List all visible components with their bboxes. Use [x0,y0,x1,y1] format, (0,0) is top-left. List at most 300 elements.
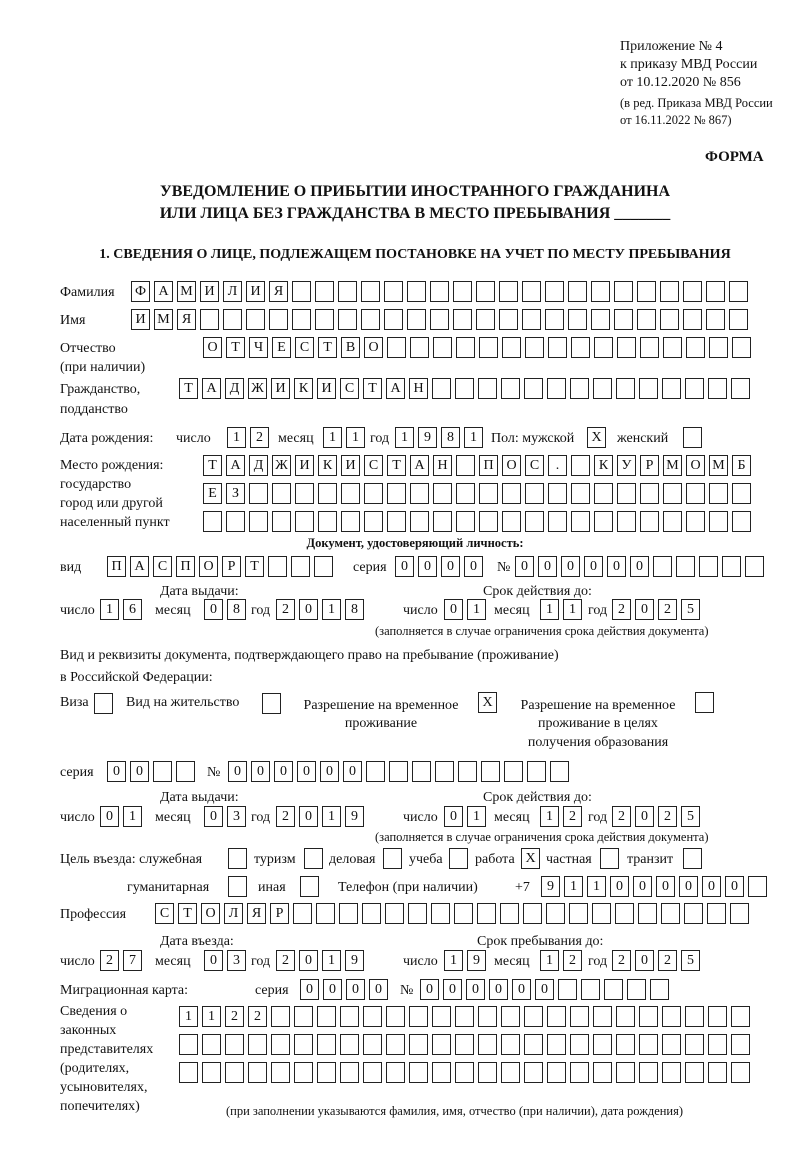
char-cell[interactable] [547,1006,566,1027]
char-cell[interactable] [685,1006,704,1027]
char-cell[interactable]: Т [226,337,245,358]
char-cell[interactable] [616,1034,635,1055]
char-cell[interactable]: 5 [681,950,700,971]
char-cell[interactable] [639,1062,658,1083]
char-cell[interactable] [571,455,590,476]
char-cell[interactable]: 0 [204,806,223,827]
char-cell[interactable]: С [364,455,383,476]
char-cell[interactable] [558,979,577,1000]
char-cell[interactable]: О [201,903,220,924]
char-cell[interactable] [478,378,497,399]
char-cell[interactable]: 9 [541,876,560,897]
char-cell[interactable]: В [341,337,360,358]
char-cell[interactable]: 0 [300,979,319,1000]
migration-number-field[interactable] [420,979,669,1000]
char-cell[interactable]: С [525,455,544,476]
char-cell[interactable] [663,511,682,532]
checkbox-cell[interactable] [300,876,319,897]
char-cell[interactable]: Я [177,309,196,330]
char-cell[interactable]: 1 [587,876,606,897]
char-cell[interactable] [548,337,567,358]
char-cell[interactable] [707,903,726,924]
checkbox-cell[interactable] [449,848,468,869]
char-cell[interactable] [593,378,612,399]
char-cell[interactable]: 0 [635,950,654,971]
char-cell[interactable] [340,1034,359,1055]
char-cell[interactable] [524,378,543,399]
char-cell[interactable] [709,483,728,504]
char-cell[interactable] [499,309,518,330]
char-cell[interactable]: 2 [658,806,677,827]
char-cell[interactable] [570,1034,589,1055]
char-cell[interactable]: О [199,556,218,577]
char-cell[interactable]: 7 [123,950,142,971]
char-cell[interactable] [386,1062,405,1083]
char-cell[interactable] [524,1062,543,1083]
char-cell[interactable] [571,337,590,358]
char-cell[interactable]: Б [732,455,751,476]
stay-until-month-field[interactable] [540,950,582,971]
char-cell[interactable]: О [686,455,705,476]
char-cell[interactable]: 2 [276,599,295,620]
char-cell[interactable] [708,1006,727,1027]
char-cell[interactable] [639,378,658,399]
char-cell[interactable] [407,309,426,330]
char-cell[interactable] [294,1062,313,1083]
char-cell[interactable] [617,483,636,504]
char-cell[interactable] [614,281,633,302]
char-cell[interactable] [706,281,725,302]
char-cell[interactable]: У [617,455,636,476]
char-cell[interactable] [548,511,567,532]
entry-day-field[interactable] [100,950,142,971]
char-cell[interactable] [341,483,360,504]
char-cell[interactable]: О [364,337,383,358]
char-cell[interactable] [268,556,287,577]
char-cell[interactable]: 0 [466,979,485,1000]
purpose-tourism-checkbox[interactable] [304,848,323,869]
char-cell[interactable]: 1 [202,1006,221,1027]
char-cell[interactable]: Т [363,378,382,399]
char-cell[interactable] [604,979,623,1000]
char-cell[interactable] [708,1034,727,1055]
char-cell[interactable] [525,337,544,358]
char-cell[interactable] [361,281,380,302]
char-cell[interactable]: 2 [563,806,582,827]
char-cell[interactable] [638,903,657,924]
char-cell[interactable] [292,281,311,302]
char-cell[interactable] [683,309,702,330]
char-cell[interactable]: 0 [512,979,531,1000]
char-cell[interactable]: М [663,455,682,476]
char-cell[interactable]: 9 [418,427,437,448]
char-cell[interactable] [547,378,566,399]
char-cell[interactable] [272,483,291,504]
char-cell[interactable] [408,903,427,924]
checkbox-cell[interactable] [228,876,247,897]
char-cell[interactable]: 0 [274,761,293,782]
char-cell[interactable] [504,761,523,782]
char-cell[interactable] [435,761,454,782]
char-cell[interactable]: А [226,455,245,476]
char-cell[interactable] [547,1034,566,1055]
char-cell[interactable] [616,1006,635,1027]
char-cell[interactable]: И [246,281,265,302]
char-cell[interactable] [292,309,311,330]
checkbox-cell[interactable] [94,693,113,714]
char-cell[interactable] [386,1034,405,1055]
char-cell[interactable] [387,337,406,358]
char-cell[interactable] [432,1062,451,1083]
char-cell[interactable]: 0 [100,806,119,827]
char-cell[interactable] [568,281,587,302]
char-cell[interactable]: М [154,309,173,330]
char-cell[interactable]: 6 [123,599,142,620]
char-cell[interactable]: 1 [467,599,486,620]
char-cell[interactable] [478,1006,497,1027]
char-cell[interactable] [617,337,636,358]
char-cell[interactable] [364,483,383,504]
char-cell[interactable] [730,903,749,924]
char-cell[interactable] [456,511,475,532]
char-cell[interactable] [550,761,569,782]
char-cell[interactable]: 2 [658,950,677,971]
char-cell[interactable] [455,1006,474,1027]
char-cell[interactable] [527,761,546,782]
stay-number-field[interactable] [228,761,569,782]
char-cell[interactable] [709,337,728,358]
char-cell[interactable] [732,337,751,358]
char-cell[interactable] [339,903,358,924]
char-cell[interactable] [248,1062,267,1083]
char-cell[interactable]: 1 [346,427,365,448]
char-cell[interactable]: 0 [535,979,554,1000]
char-cell[interactable]: 0 [130,761,149,782]
char-cell[interactable]: 9 [467,950,486,971]
char-cell[interactable]: А [154,281,173,302]
char-cell[interactable]: А [202,378,221,399]
char-cell[interactable] [223,309,242,330]
char-cell[interactable] [315,281,334,302]
char-cell[interactable]: И [317,378,336,399]
char-cell[interactable]: 0 [538,556,557,577]
char-cell[interactable]: 0 [204,599,223,620]
char-cell[interactable] [453,281,472,302]
char-cell[interactable] [179,1062,198,1083]
char-cell[interactable]: 0 [297,761,316,782]
char-cell[interactable]: 0 [607,556,626,577]
char-cell[interactable]: 2 [248,1006,267,1027]
char-cell[interactable] [153,761,172,782]
char-cell[interactable]: Е [203,483,222,504]
char-cell[interactable]: А [130,556,149,577]
char-cell[interactable] [363,1034,382,1055]
char-cell[interactable] [616,378,635,399]
char-cell[interactable] [661,903,680,924]
char-cell[interactable] [748,876,767,897]
char-cell[interactable] [455,1062,474,1083]
doc-series-field[interactable] [395,556,483,577]
char-cell[interactable]: 1 [322,950,341,971]
char-cell[interactable]: 2 [658,599,677,620]
char-cell[interactable]: 2 [612,599,631,620]
char-cell[interactable] [456,455,475,476]
char-cell[interactable] [389,761,408,782]
char-cell[interactable]: Т [178,903,197,924]
stay-valid-day-field[interactable] [444,806,486,827]
char-cell[interactable]: Т [387,455,406,476]
char-cell[interactable]: 8 [441,427,460,448]
char-cell[interactable]: С [340,378,359,399]
char-cell[interactable] [685,378,704,399]
char-cell[interactable]: 0 [346,979,365,1000]
char-cell[interactable] [479,511,498,532]
char-cell[interactable]: 0 [299,599,318,620]
char-cell[interactable] [291,556,310,577]
char-cell[interactable] [637,281,656,302]
char-cell[interactable] [501,378,520,399]
char-cell[interactable] [731,1006,750,1027]
stay-valid-year-field[interactable] [612,806,700,827]
doc-number-field[interactable] [515,556,764,577]
char-cell[interactable]: 0 [584,556,603,577]
char-cell[interactable] [662,1034,681,1055]
char-cell[interactable] [407,281,426,302]
char-cell[interactable]: 1 [444,950,463,971]
char-cell[interactable] [660,281,679,302]
char-cell[interactable] [660,309,679,330]
char-cell[interactable] [640,483,659,504]
purpose-other-checkbox[interactable] [300,876,319,897]
char-cell[interactable] [662,378,681,399]
valid-day-field[interactable] [444,599,486,620]
char-cell[interactable]: П [479,455,498,476]
char-cell[interactable]: Р [270,903,289,924]
char-cell[interactable] [615,903,634,924]
char-cell[interactable] [433,511,452,532]
char-cell[interactable] [591,309,610,330]
char-cell[interactable] [685,1034,704,1055]
char-cell[interactable] [523,903,542,924]
char-cell[interactable]: 1 [540,599,559,620]
char-cell[interactable] [384,281,403,302]
surname-field[interactable] [131,281,748,302]
char-cell[interactable]: 5 [681,806,700,827]
char-cell[interactable] [410,483,429,504]
checkbox-cell[interactable] [383,848,402,869]
char-cell[interactable] [594,511,613,532]
char-cell[interactable]: 2 [612,806,631,827]
stay-valid-month-field[interactable] [540,806,582,827]
char-cell[interactable] [662,1006,681,1027]
char-cell[interactable] [226,511,245,532]
char-cell[interactable] [202,1034,221,1055]
char-cell[interactable] [547,1062,566,1083]
char-cell[interactable]: 0 [343,761,362,782]
char-cell[interactable] [502,511,521,532]
char-cell[interactable] [453,309,472,330]
char-cell[interactable] [361,309,380,330]
char-cell[interactable]: Ч [249,337,268,358]
char-cell[interactable] [524,1034,543,1055]
char-cell[interactable]: 1 [540,806,559,827]
char-cell[interactable]: Д [249,455,268,476]
char-cell[interactable]: П [107,556,126,577]
checkbox-cell[interactable]: X [478,692,497,713]
char-cell[interactable] [477,903,496,924]
char-cell[interactable]: 0 [443,979,462,1000]
char-cell[interactable] [314,556,333,577]
char-cell[interactable] [294,1034,313,1055]
char-cell[interactable]: 0 [489,979,508,1000]
char-cell[interactable]: 3 [227,950,246,971]
char-cell[interactable]: Е [272,337,291,358]
char-cell[interactable]: И [295,455,314,476]
char-cell[interactable] [363,1006,382,1027]
char-cell[interactable]: 0 [515,556,534,577]
char-cell[interactable]: 5 [681,599,700,620]
patronymic-field[interactable] [203,337,751,358]
char-cell[interactable] [203,511,222,532]
representatives-field-2[interactable] [179,1034,750,1055]
char-cell[interactable]: 2 [276,950,295,971]
char-cell[interactable] [524,1006,543,1027]
char-cell[interactable] [502,337,521,358]
char-cell[interactable] [593,1006,612,1027]
char-cell[interactable] [653,556,672,577]
char-cell[interactable] [571,511,590,532]
char-cell[interactable] [318,511,337,532]
purpose-humanitarian-checkbox[interactable] [228,876,247,897]
char-cell[interactable]: С [153,556,172,577]
char-cell[interactable] [458,761,477,782]
char-cell[interactable]: 0 [444,599,463,620]
char-cell[interactable] [318,483,337,504]
char-cell[interactable]: Т [203,455,222,476]
char-cell[interactable] [315,309,334,330]
char-cell[interactable]: 2 [225,1006,244,1027]
char-cell[interactable]: Р [640,455,659,476]
char-cell[interactable]: П [176,556,195,577]
char-cell[interactable] [431,903,450,924]
profession-field[interactable] [155,903,749,924]
char-cell[interactable] [179,1034,198,1055]
char-cell[interactable] [685,1062,704,1083]
char-cell[interactable]: 1 [395,427,414,448]
char-cell[interactable] [614,309,633,330]
char-cell[interactable] [200,309,219,330]
char-cell[interactable] [386,1006,405,1027]
char-cell[interactable]: 0 [251,761,270,782]
purpose-work-checkbox[interactable] [521,848,540,869]
char-cell[interactable] [340,1062,359,1083]
checkbox-cell[interactable] [228,848,247,869]
doc-kind-field[interactable] [107,556,333,577]
char-cell[interactable]: 0 [635,806,654,827]
char-cell[interactable] [569,903,588,924]
char-cell[interactable] [271,1034,290,1055]
char-cell[interactable] [501,1006,520,1027]
char-cell[interactable] [731,378,750,399]
char-cell[interactable] [409,1034,428,1055]
char-cell[interactable] [433,483,452,504]
phone-field[interactable] [541,876,767,897]
char-cell[interactable]: Л [223,281,242,302]
char-cell[interactable] [317,1062,336,1083]
char-cell[interactable] [732,511,751,532]
char-cell[interactable] [295,483,314,504]
char-cell[interactable] [202,1062,221,1083]
char-cell[interactable]: Я [247,903,266,924]
char-cell[interactable]: 9 [345,806,364,827]
char-cell[interactable] [433,337,452,358]
char-cell[interactable] [684,903,703,924]
char-cell[interactable] [617,511,636,532]
char-cell[interactable]: 0 [679,876,698,897]
char-cell[interactable] [500,903,519,924]
char-cell[interactable] [522,281,541,302]
char-cell[interactable] [362,903,381,924]
birth-month-field[interactable] [323,427,365,448]
char-cell[interactable]: 0 [464,556,483,577]
char-cell[interactable]: 0 [444,806,463,827]
char-cell[interactable]: Д [225,378,244,399]
char-cell[interactable] [455,378,474,399]
char-cell[interactable]: Я [269,281,288,302]
char-cell[interactable]: 0 [630,556,649,577]
char-cell[interactable] [502,483,521,504]
char-cell[interactable] [341,511,360,532]
char-cell[interactable]: 0 [420,979,439,1000]
char-cell[interactable] [663,483,682,504]
char-cell[interactable]: К [594,455,613,476]
char-cell[interactable]: Р [222,556,241,577]
char-cell[interactable] [271,1006,290,1027]
char-cell[interactable]: 1 [323,427,342,448]
char-cell[interactable]: 8 [227,599,246,620]
sex-male-checkbox[interactable] [587,427,606,448]
visa-checkbox[interactable] [94,693,113,714]
char-cell[interactable]: И [271,378,290,399]
char-cell[interactable] [732,483,751,504]
purpose-private-checkbox[interactable] [600,848,619,869]
char-cell[interactable] [246,309,265,330]
char-cell[interactable]: 3 [227,806,246,827]
char-cell[interactable] [686,337,705,358]
char-cell[interactable] [686,483,705,504]
char-cell[interactable]: 1 [123,806,142,827]
char-cell[interactable]: 1 [179,1006,198,1027]
sex-female-checkbox[interactable] [683,427,702,448]
issue-year-field[interactable] [276,599,364,620]
char-cell[interactable] [293,903,312,924]
char-cell[interactable]: С [295,337,314,358]
char-cell[interactable]: Л [224,903,243,924]
char-cell[interactable]: О [203,337,222,358]
birthplace-field-1[interactable] [203,455,751,476]
char-cell[interactable] [501,1062,520,1083]
char-cell[interactable] [709,511,728,532]
char-cell[interactable] [525,483,544,504]
char-cell[interactable]: 1 [540,950,559,971]
checkbox-cell[interactable] [683,848,702,869]
char-cell[interactable]: 0 [633,876,652,897]
char-cell[interactable] [317,1034,336,1055]
char-cell[interactable] [683,281,702,302]
char-cell[interactable] [592,903,611,924]
char-cell[interactable] [364,511,383,532]
char-cell[interactable]: 2 [100,950,119,971]
